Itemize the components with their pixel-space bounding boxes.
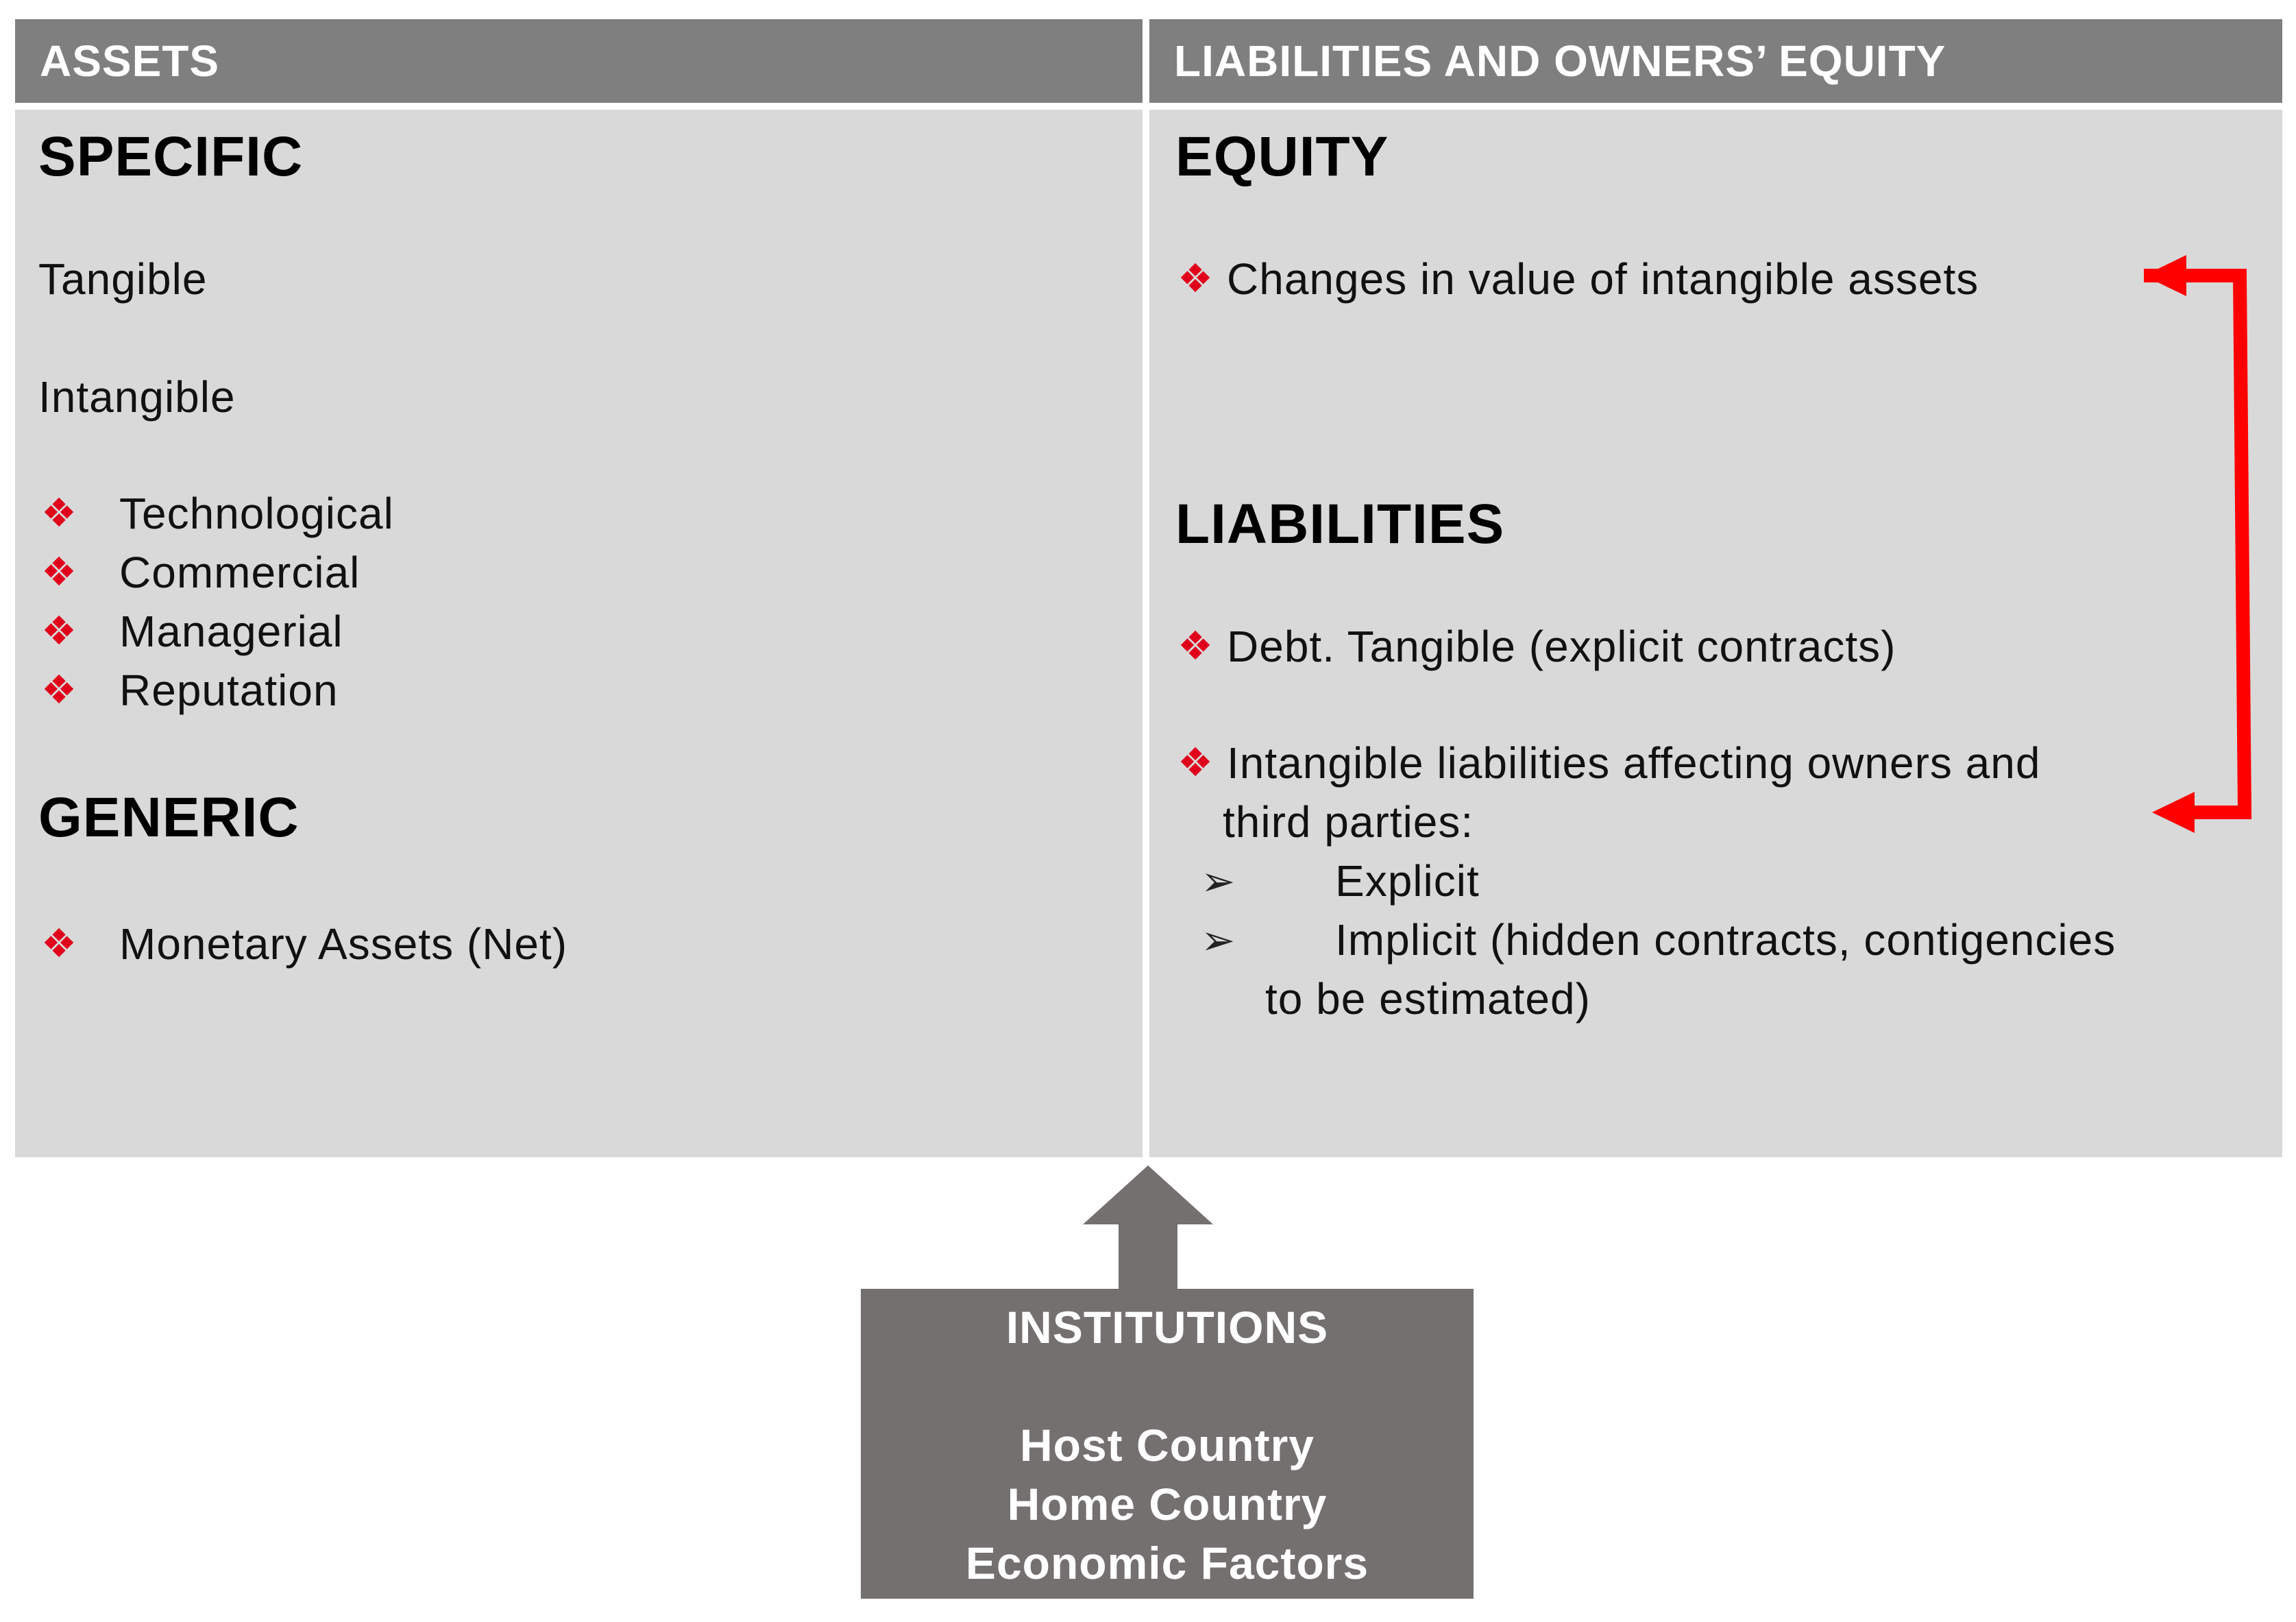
debt-item: Debt. Tangible (explicit contracts): [1227, 622, 1896, 671]
intangible-label: Intangible: [38, 372, 236, 422]
red-diamond-bullet-icon: ❖: [41, 609, 77, 653]
red-diamond-bullet-icon: ❖: [41, 550, 77, 594]
equity-item: Changes in value of intangible assets: [1227, 254, 1979, 304]
tangible-label: Tangible: [38, 254, 208, 304]
arrow-bullet-icon: ➢: [1201, 858, 1236, 904]
connector-line: [2144, 276, 2245, 812]
assets-header-label: ASSETS: [40, 36, 220, 86]
red-diamond-bullet-icon: ❖: [1177, 740, 1213, 785]
institutions-title: INSTITUTIONS: [1005, 1302, 1329, 1353]
implicit-item: Implicit (hidden contracts, contigencies: [1335, 915, 2116, 965]
generic-heading: GENERIC: [38, 786, 300, 849]
generic-item: Monetary Assets (Net): [119, 919, 568, 969]
red-diamond-bullet-icon: ❖: [41, 668, 77, 712]
specific-heading: SPECIFIC: [38, 125, 304, 188]
red-diamond-bullet-icon: ❖: [41, 921, 77, 966]
intangible-item: Reputation: [119, 666, 339, 715]
red-diamond-bullet-icon: ❖: [41, 491, 77, 535]
arrow-bullet-icon: ➢: [1201, 917, 1236, 963]
red-diamond-bullet-icon: ❖: [1177, 624, 1213, 668]
up-arrow-icon: [1076, 1165, 1220, 1293]
institutions-item: Home Country: [1007, 1479, 1328, 1529]
equity-heading: EQUITY: [1175, 125, 1389, 188]
intangible-item: Managerial: [119, 607, 343, 656]
institutions-box: [861, 1289, 1474, 1599]
liabilities-heading: LIABILITIES: [1175, 493, 1505, 555]
implicit-item-cont: to be estimated): [1265, 974, 1591, 1024]
intangible-item: Technological: [119, 489, 394, 538]
arrowhead-bottom: [2152, 792, 2195, 833]
intangible-item: Commercial: [119, 548, 361, 597]
explicit-item: Explicit: [1335, 856, 1480, 906]
arrowhead-top: [2144, 255, 2186, 296]
intangible-liabilities-item-cont: third parties:: [1223, 797, 1474, 847]
institutions-item: Host Country: [1020, 1420, 1315, 1470]
liabilities-header-label: LIABILITIES AND OWNERS’ EQUITY: [1174, 36, 1946, 86]
institutions-item: Economic Factors: [965, 1538, 1369, 1588]
red-diamond-bullet-icon: ❖: [1177, 256, 1213, 301]
intangible-liabilities-item: Intangible liabilities affecting owners and: [1227, 738, 2041, 788]
